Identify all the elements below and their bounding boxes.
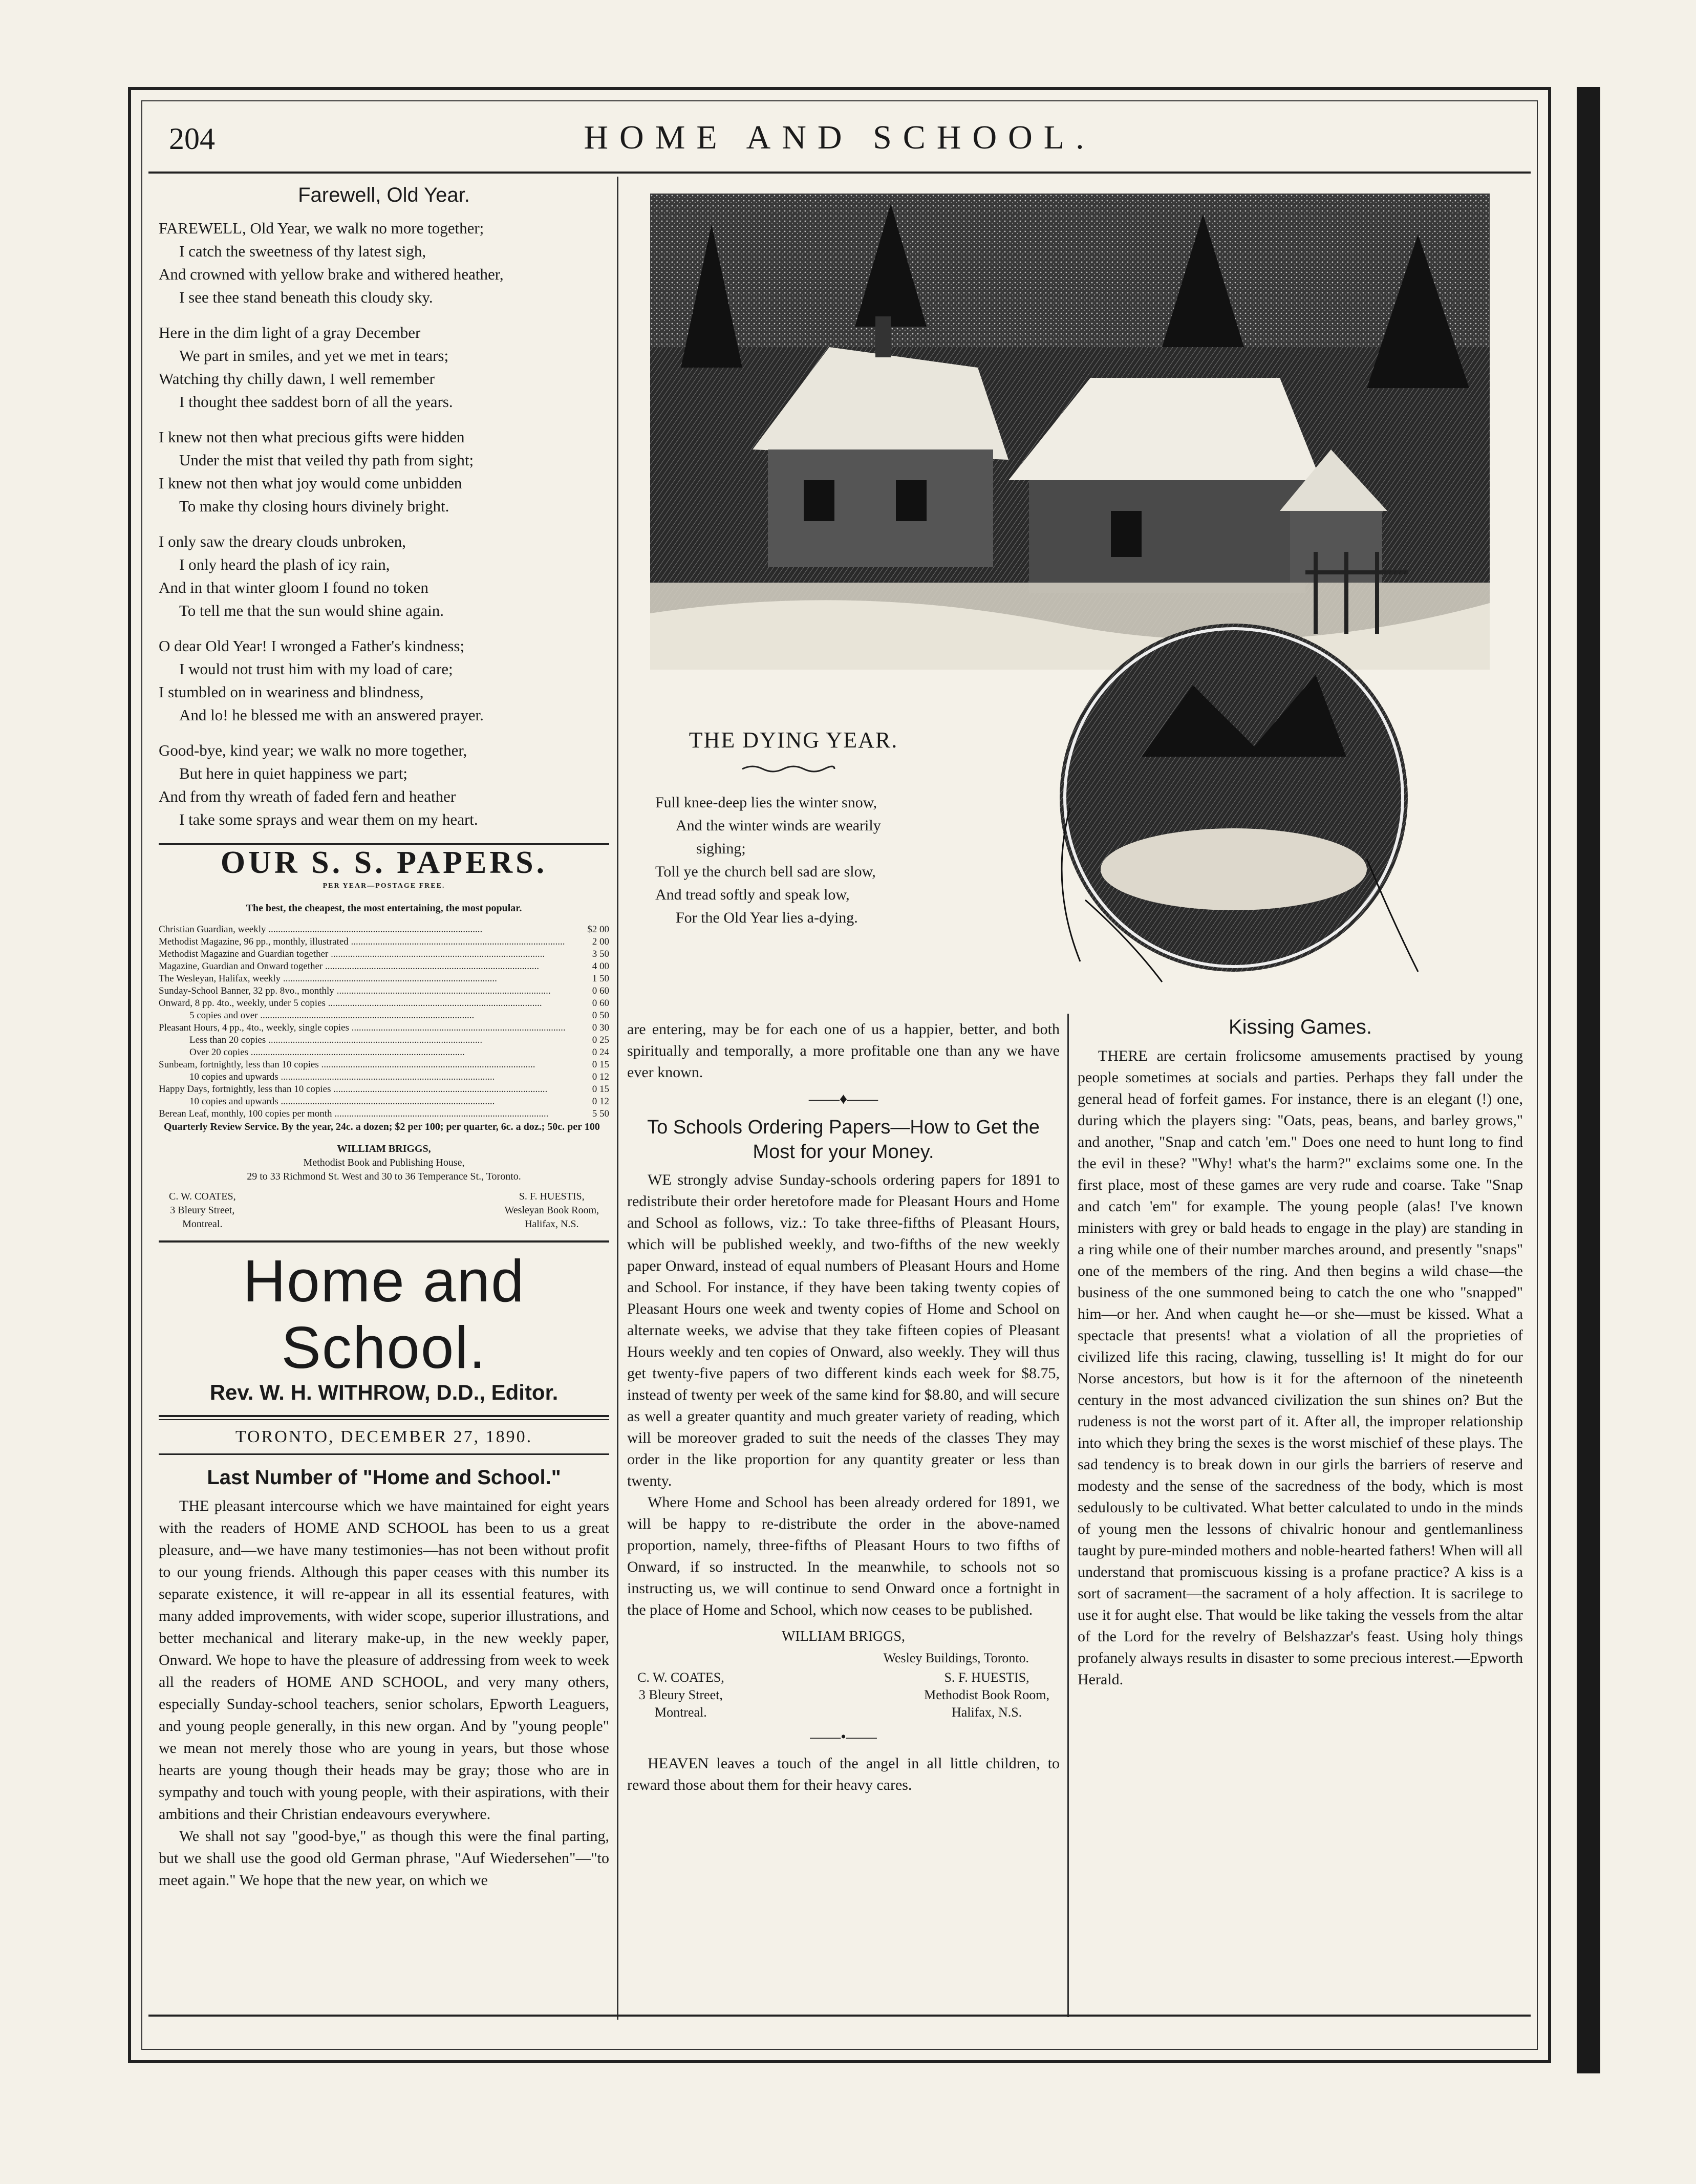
price-row — [159, 997, 609, 1010]
price-item-name: Onward, 8 pp. 4to., weekly, under 5 copies ..... — [159, 997, 573, 1010]
sig-left-city: Montreal. — [654, 1705, 707, 1720]
poem-line: For the Old Year lies a-dying. — [676, 909, 858, 926]
stanza — [159, 321, 609, 413]
column-rule-left — [617, 177, 618, 2020]
price-item-name: Methodist Magazine and Guardian together ..... — [159, 948, 573, 960]
ordering-title: To Schools Ordering Papers—How to Get the Most for your Money. — [647, 1117, 1040, 1163]
agent-right — [505, 1190, 599, 1231]
poem-line: And from thy wreath of faded fern and heather — [159, 787, 456, 805]
masthead-title: HOME AND SCHOOL. — [584, 119, 1096, 156]
price-row — [159, 1059, 609, 1071]
stanza — [159, 634, 609, 726]
price-item-price: 1 50 — [592, 973, 609, 984]
agents — [159, 1190, 609, 1231]
publisher-name: WILLIAM BRIGGS, — [337, 1143, 431, 1154]
poem-line: I take some sprays and wear them on my heart. — [179, 810, 478, 828]
price-item-name: Christian Guardian, weekly ..... — [159, 924, 573, 936]
heaven-text: HEAVEN leaves a touch of the angel in all little children, to reward those about them for their heavy cares. — [627, 1755, 1060, 1793]
poem-line: I only heard the plash of icy rain, — [179, 555, 390, 573]
poem-line: I only saw the dreary clouds unbroken, — [159, 532, 406, 550]
poem-line: Good-bye, kind year; we walk no more together, — [159, 741, 467, 759]
agent-left-name: C. W. COATES, — [169, 1191, 236, 1202]
flourish-ornament — [737, 763, 840, 775]
price-item-name: Over 20 copies ..... — [159, 1046, 573, 1059]
price-item-name: The Wesleyan, Halifax, weekly ..... — [159, 973, 573, 985]
price-item-price: 0 60 — [592, 998, 609, 1009]
price-item-name: Sunday-School Banner, 32 pp. 8vo., monthly ..... — [159, 985, 573, 997]
price-item-price: 0 12 — [592, 1072, 609, 1082]
poem-line: To tell me that the sun would shine again. — [179, 602, 444, 619]
agent-left-city: Montreal. — [182, 1218, 223, 1230]
poem-line: Full knee-deep lies the winter snow, — [655, 794, 877, 811]
publisher-house: Methodist Book and Publishing House, — [303, 1157, 465, 1168]
poem-line: Toll ye the church bell sad are slow, — [655, 863, 876, 880]
sig-right — [924, 1669, 1049, 1721]
page-header — [148, 115, 1531, 172]
poem-line: And crowned with yellow brake and withered heather, — [159, 265, 504, 283]
right-column — [1078, 1014, 1523, 1690]
price-item-name: 5 copies and over ..... — [159, 1010, 573, 1022]
column-rule-right — [1067, 1014, 1069, 2017]
poem-line: I thought thee saddest born of all the years. — [179, 393, 453, 411]
rule — [159, 1453, 609, 1455]
price-list — [159, 924, 609, 1120]
paragraph: WE strongly advise Sunday-schools ordering papers for 1891 to redistribute their order heretofore made for Pleasant Hours and Home and School as follows, viz.: To take three-fifths of Pleasant Hours, which will be published weekly, and two-fifths of the new weekly paper Onward, instead of equal numbers of Pleasant Hours and Home and School. For instance, if they have been taking twenty copies of Pleasant Hours one week and twenty copies of Home and School on alternate weeks, we advise that they take fifteen copies of Pleasant Hours weekly and ten copies of Onward, also weekly. They will thus get twenty-five papers of two different kinds each week for $8.75, instead of twenty per week of the same kind for $8.80, and will secure as well a greater quantity and much greater variety of reading, which will be moreover graded to suit the needs of the classes They may order in the like proportion for any quantity greater or less than twenty. — [627, 1171, 1060, 1489]
poem-line: Under the mist that veiled thy path from sight; — [179, 451, 474, 469]
paragraph: THE pleasant intercourse which we have maintained for eight years with the readers of HOME AND SCHOOL has been to us a great pleasure, and—we have many testimonies—has not been without profit to our young friends. Although this paper ceases with this number its separate existence, it will re-appear in all its essential features, with many added improvements, with wider scope, superior illustrations, and better mechanical and literary make-up, in the new weekly paper, Onward. We hope to have the pleasure of addressing from week to week all the readers of HOME AND SCHOOL, and very many others, especially Sunday-school teachers, senior scholars, Epworth Leaguers, and young people generally, in this new organ. And by "young people" we mean not merely those who are young in years, but those whose hearts are young though their heads may be gray; those who are in sympathy and touch with young people, with their aspirations, with their ambitions and their Christian endeavours everywhere. — [159, 1497, 609, 1823]
page-number: 204 — [169, 122, 215, 156]
price-row — [159, 985, 609, 997]
poem-line: I stumbled on in weariness and blindness, — [159, 683, 424, 701]
poem-line: I would not trust him with my load of care; — [179, 660, 453, 678]
price-row — [159, 1096, 609, 1108]
divider: ——♦—— — [808, 1090, 878, 1107]
sig-left-street: 3 Bleury Street, — [638, 1687, 723, 1702]
signature-address: Wesley Buildings, Toronto. — [883, 1651, 1029, 1665]
agent-right-city: Halifax, N.S. — [524, 1218, 579, 1230]
kissing-title: Kissing Games. — [1228, 1016, 1372, 1038]
poem-line: But here in quiet happiness we part; — [179, 764, 407, 782]
price-item-name: Berean Leaf, monthly, 100 copies per month ..... — [159, 1108, 573, 1120]
quarterly-note: Quarterly Review Service. By the year, 24c. a dozen; $2 per 100; per quarter, 6c. a doz.; 50c. per 100 — [164, 1121, 600, 1132]
price-item-price: 0 12 — [592, 1096, 609, 1107]
farewell-poem — [159, 217, 609, 831]
price-row — [159, 1083, 609, 1096]
last-number-title: Last Number of "Home and School." — [207, 1466, 561, 1489]
kissing-body — [1078, 1045, 1523, 1690]
price-row — [159, 1010, 609, 1022]
poem-line: I see thee stand beneath this cloudy sky. — [179, 288, 433, 306]
poem-line: And tread softly and speak low, — [655, 886, 850, 903]
price-row — [159, 948, 609, 960]
poem-line: Here in the dim light of a gray December — [159, 324, 421, 341]
price-item-name: 10 copies and upwards ..... — [159, 1071, 573, 1083]
sig-right-name: S. F. HUESTIS, — [944, 1670, 1029, 1685]
price-item-price: 0 60 — [592, 986, 609, 996]
price-row — [159, 1071, 609, 1083]
price-row — [159, 1046, 609, 1059]
price-item-name: Sunbeam, fortnightly, less than 10 copies ..... — [159, 1059, 573, 1071]
poem-line: I knew not then what precious gifts were hidden — [159, 428, 465, 446]
poem-line: And the winter winds are wearily — [676, 817, 881, 834]
middle-column — [627, 1019, 1060, 1796]
rule — [159, 1240, 609, 1243]
price-item-name: 10 copies and upwards ..... — [159, 1096, 573, 1108]
price-item-price: 5 50 — [592, 1108, 609, 1119]
stanza — [159, 739, 609, 831]
signature-agents — [627, 1669, 1060, 1721]
farewell-title: Farewell, Old Year. — [298, 184, 470, 206]
poem-line: To make thy closing hours divinely bright. — [179, 497, 449, 515]
poem-line: We part in smiles, and yet we met in tears; — [179, 347, 449, 365]
sig-left — [637, 1669, 724, 1721]
editor-line: Rev. W. H. WITHROW, D.D., Editor. — [209, 1380, 559, 1404]
price-item-price: $2 00 — [587, 924, 609, 935]
price-item-price: 4 00 — [592, 961, 609, 972]
signature-name: WILLIAM BRIGGS, — [781, 1629, 906, 1644]
paragraph: We shall not say "good-bye," as though this were the final parting, but we shall use the good old German phrase, "Auf Wiedersehen"—"to meet again." We hope that the new year, on which we — [159, 1828, 609, 1889]
sig-right-city: Halifax, N.S. — [951, 1705, 1022, 1720]
header-rule — [148, 172, 1531, 174]
rule — [159, 1415, 609, 1417]
price-item-name: Methodist Magazine, 96 pp., monthly, illustrated ..... — [159, 936, 573, 948]
poem-line: And lo! he blessed me with an answered prayer. — [179, 706, 484, 724]
dying-year-poem — [655, 791, 962, 929]
papers-subtitle: PER YEAR—POSTAGE FREE. — [323, 882, 445, 890]
divider: ——•—— — [810, 1728, 877, 1745]
stanza — [159, 425, 609, 518]
rule — [159, 1419, 609, 1420]
poem-line: sighing; — [696, 840, 746, 857]
publisher-address: 29 to 33 Richmond St. West and 30 to 36 Temperance St., Toronto. — [247, 1171, 521, 1182]
price-item-price: 0 25 — [592, 1035, 609, 1045]
price-item-price: 0 15 — [592, 1059, 609, 1070]
stanza — [159, 530, 609, 622]
paragraph: Where Home and School has been already ordered for 1891, we will be happy to re-distribute the order in the above-named proportion, namely, three-fifths of Pleasant Hours to two fifths of Onward, if so instructed. In the meanwhile, to schools not so instructing us, we will continue to send Onward once a fortnight in the place of Home and School, which now ceases to be published. — [627, 1494, 1060, 1618]
price-row — [159, 924, 609, 936]
price-row — [159, 936, 609, 948]
agent-right-name: S. F. HUESTIS, — [519, 1191, 585, 1202]
left-column — [159, 182, 609, 1891]
price-item-name: Happy Days, fortnightly, less than 10 copies ..... — [159, 1083, 573, 1096]
poem-line: FAREWELL, Old Year, we walk no more together; — [159, 219, 484, 237]
price-item-name: Magazine, Guardian and Onward together ..... — [159, 960, 573, 973]
price-row — [159, 1022, 609, 1034]
sig-right-street: Methodist Book Room, — [924, 1687, 1049, 1702]
agent-left — [169, 1190, 236, 1231]
price-item-price: 0 30 — [592, 1022, 609, 1033]
dateline: TORONTO, DECEMBER 27, 1890. — [235, 1427, 533, 1446]
ordering-body — [627, 1169, 1060, 1621]
poem-line: And in that winter gloom I found no token — [159, 579, 428, 596]
agent-left-street: 3 Bleury Street, — [170, 1205, 235, 1216]
price-item-price: 0 24 — [592, 1047, 609, 1058]
price-row — [159, 973, 609, 985]
price-item-name: Less than 20 copies ..... — [159, 1034, 573, 1046]
home-and-school-title: Home and School. — [243, 1248, 525, 1381]
poem-line: Watching thy chilly dawn, I well remember — [159, 370, 435, 388]
footer-rule — [148, 2015, 1531, 2017]
binding-edge — [1577, 87, 1600, 2073]
papers-tagline: The best, the cheapest, the most entertaining, the most popular. — [246, 903, 522, 914]
price-item-price: 0 50 — [592, 1010, 609, 1021]
price-row — [159, 1034, 609, 1046]
stanza — [159, 217, 609, 309]
continuation-text: are entering, may be for each one of us a happier, better, and both spiritually and temporally, a more profitable one than any we have ever known. — [627, 1021, 1060, 1081]
price-row — [159, 1108, 609, 1120]
price-item-price: 3 50 — [592, 949, 609, 959]
agent-right-street: Wesleyan Book Room, — [504, 1205, 599, 1216]
price-item-price: 2 00 — [592, 936, 609, 947]
price-row — [159, 960, 609, 973]
price-item-price: 0 15 — [592, 1084, 609, 1095]
last-number-body — [159, 1495, 609, 1891]
paragraph: THERE are certain frolicsome amusements practised by young people sometimes at socials and parties. Perhaps they fall under the general head of forfeit games. For instance, there is an elegant (!) one, during which the players sing: "Oats, peas, beans, and barley grows," and another, "Snap and catch 'em." Does one need to hunt long to find the evil in these? "Why! what's the harm?" exclaims some one. In the first place, most of these games are very rude and coarse. Take "Snap and catch 'em" for example. The young people (alas! I've known ministers with grey or bald heads to engage in the play) are standing in a ring while one of their number marches around, and presently "snaps" one of the members of the ring. And then begins a wild chase—the business of the one summoned being to catch the one who "snapped" him—or her. And when caught he—or she—must be kissed. What a spectacle that presents! what a violation of all the proprieties of civilized life this racing, clawing, tusselling is! It might do for our Norse ancestors, but how is it for the afternoon of the nineteenth century in the most advanced civilization the sun shines on? But the rudeness is not the worst part of it. After all, the improper relationship into which they bring the sexes is the worst mischief of these plays. The sad tendency is to break down in our girls the barriers of reserve and modesty and the sense of the sacredness of the body, which is most sedulously to be cultivated. What better calculated to undo in the minds of young men the lessons of chivalric honour and gentlemanliness taught by pure-minded mothers and noble-hearted fathers! When will all understand that promiscuous kissing is a profane practice? A kiss is a sort of sacrament—the sacrament of a holy affection. It is sacrilege to use it for aught else. That would be like taking the vessels from the altar of the Lord for the revelry of Belshazzar's feast. Using holy things profanely always results in disaster to some precious interest.—Epworth Herald. — [1078, 1047, 1523, 1688]
poem-line: I catch the sweetness of thy latest sigh, — [179, 242, 426, 260]
poem-line: O dear Old Year! I wronged a Father's kindness; — [159, 637, 465, 655]
dying-year-title: THE DYING YEAR. — [689, 727, 898, 753]
sig-left-name: C. W. COATES, — [637, 1670, 724, 1685]
poem-line: I knew not then what joy would come unbidden — [159, 474, 462, 492]
price-item-name: Pleasant Hours, 4 pp., 4to., weekly, single copies ..... — [159, 1022, 573, 1034]
papers-title: OUR S. S. PAPERS. — [220, 845, 548, 880]
